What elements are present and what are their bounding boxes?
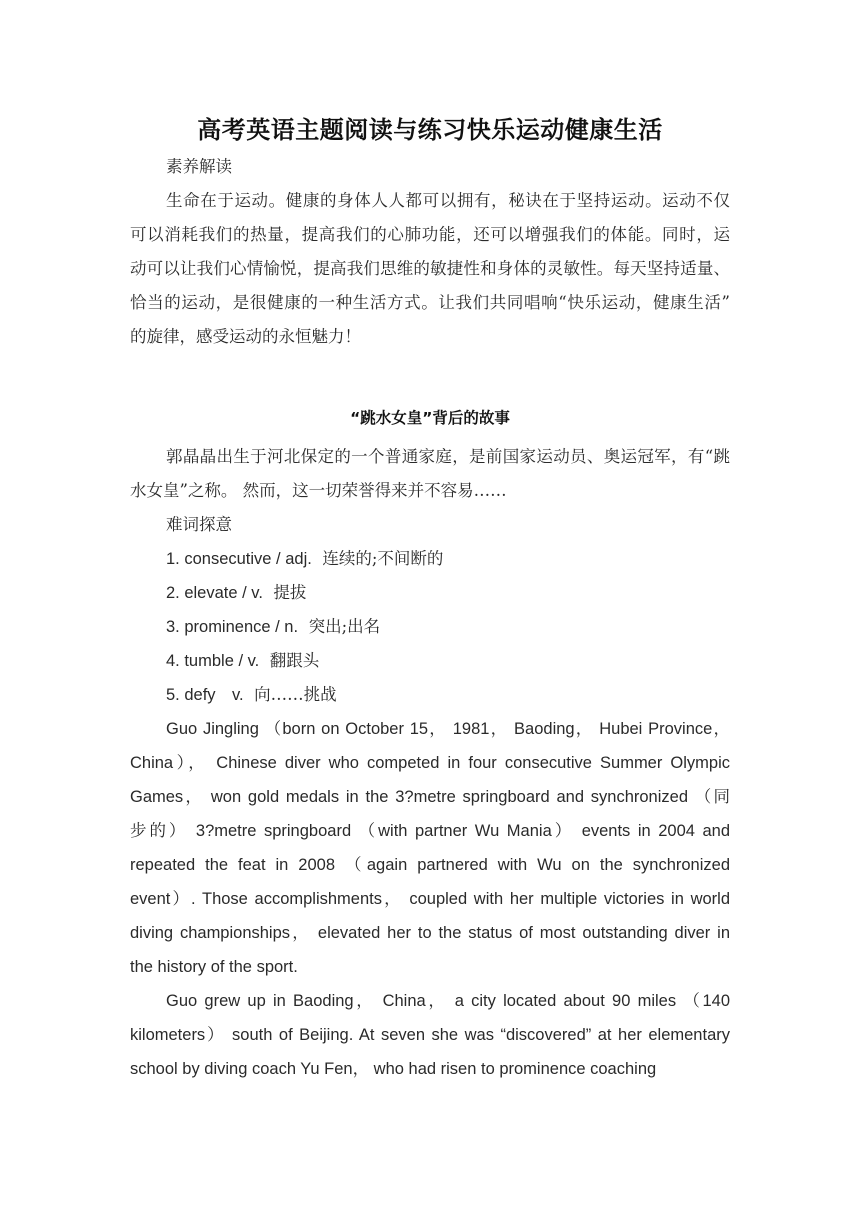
vocab-item xyxy=(130,576,730,610)
vocab-term: 4. tumble / v. xyxy=(166,652,260,670)
passage-line: repeated the feat in 2008 （again partnered with Wu on the synchronized xyxy=(130,856,730,874)
intro-heading: 素养解读 xyxy=(166,157,232,176)
vocab-heading: 难词探意 xyxy=(166,515,232,534)
passage-line: 步的） 3?metre springboard （with partner Wu Mania） events in 2004 and xyxy=(130,822,730,840)
passage-line: China）， Chinese diver who competed in four consecutive Summer Olympic xyxy=(130,754,730,772)
intro-line: 生命在于运动。健康的身体人人都可以拥有，秘诀在于坚持运动。运动不仅 xyxy=(166,191,730,210)
vocab-item xyxy=(130,542,730,576)
vocab-meaning: 连续的;不间断的 xyxy=(322,549,444,568)
vocab-term: 5. defy v. xyxy=(166,686,244,704)
vocab-meaning: 提拔 xyxy=(273,583,307,602)
intro-line: 恰当的运动，是很健康的一种生活方式。让我们共同唱响“快乐运动，健康生活” xyxy=(130,293,730,312)
vocab-meaning: 向……挑战 xyxy=(254,685,337,704)
passage-line: kilometers） south of Beijing. At seven she was “discovered” at her elementary xyxy=(130,1026,730,1044)
story-heading: “跳水女皇”背后的故事 xyxy=(350,409,510,427)
page-title: 高考英语主题阅读与练习快乐运动健康生活 xyxy=(197,115,663,144)
intro-line: 可以消耗我们的热量，提高我们的心肺功能，还可以增强我们的体能。同时，运 xyxy=(130,225,730,244)
passage-line: Guo Jingling （born on October 15， 1981， Baoding， Hubei Province， xyxy=(166,720,730,738)
passage-line: Guo grew up in Baoding， China， a city located about 90 miles （140 xyxy=(166,992,730,1010)
intro-section xyxy=(130,150,730,354)
vocab-term: 2. elevate / v. xyxy=(166,584,263,602)
intro-line: 动可以让我们心情愉悦，提高我们思维的敏捷性和身体的灵敏性。每天坚持适量、 xyxy=(130,259,730,278)
vocab-meaning: 突出;出名 xyxy=(308,617,381,636)
story-section xyxy=(130,440,730,1086)
story-line: 郭晶晶出生于河北保定的一个普通家庭，是前国家运动员、奥运冠军，有“跳 xyxy=(166,447,730,466)
vocab-meaning: 翻跟头 xyxy=(269,651,320,670)
passage-line: the history of the sport. xyxy=(130,958,298,976)
vocab-item xyxy=(130,678,730,712)
passage-line: diving championships， elevated her to the status of most outstanding diver in xyxy=(130,924,730,942)
vocab-item xyxy=(130,644,730,678)
passage-line: Games， won gold medals in the 3?metre springboard and synchronized （同 xyxy=(130,788,730,806)
passage-line: event）. Those accomplishments， coupled with her multiple victories in world xyxy=(130,890,730,908)
vocab-item xyxy=(130,610,730,644)
vocab-term: 3. prominence / n. xyxy=(166,618,299,636)
passage-line: school by diving coach Yu Fen， who had risen to prominence coaching xyxy=(130,1060,657,1078)
story-line: 水女皇”之称。 然而，这一切荣誉得来并不容易…… xyxy=(130,481,507,500)
intro-line: 的旋律，感受运动的永恒魅力！ xyxy=(130,327,361,346)
vocab-term: 1. consecutive / adj. xyxy=(166,550,312,568)
